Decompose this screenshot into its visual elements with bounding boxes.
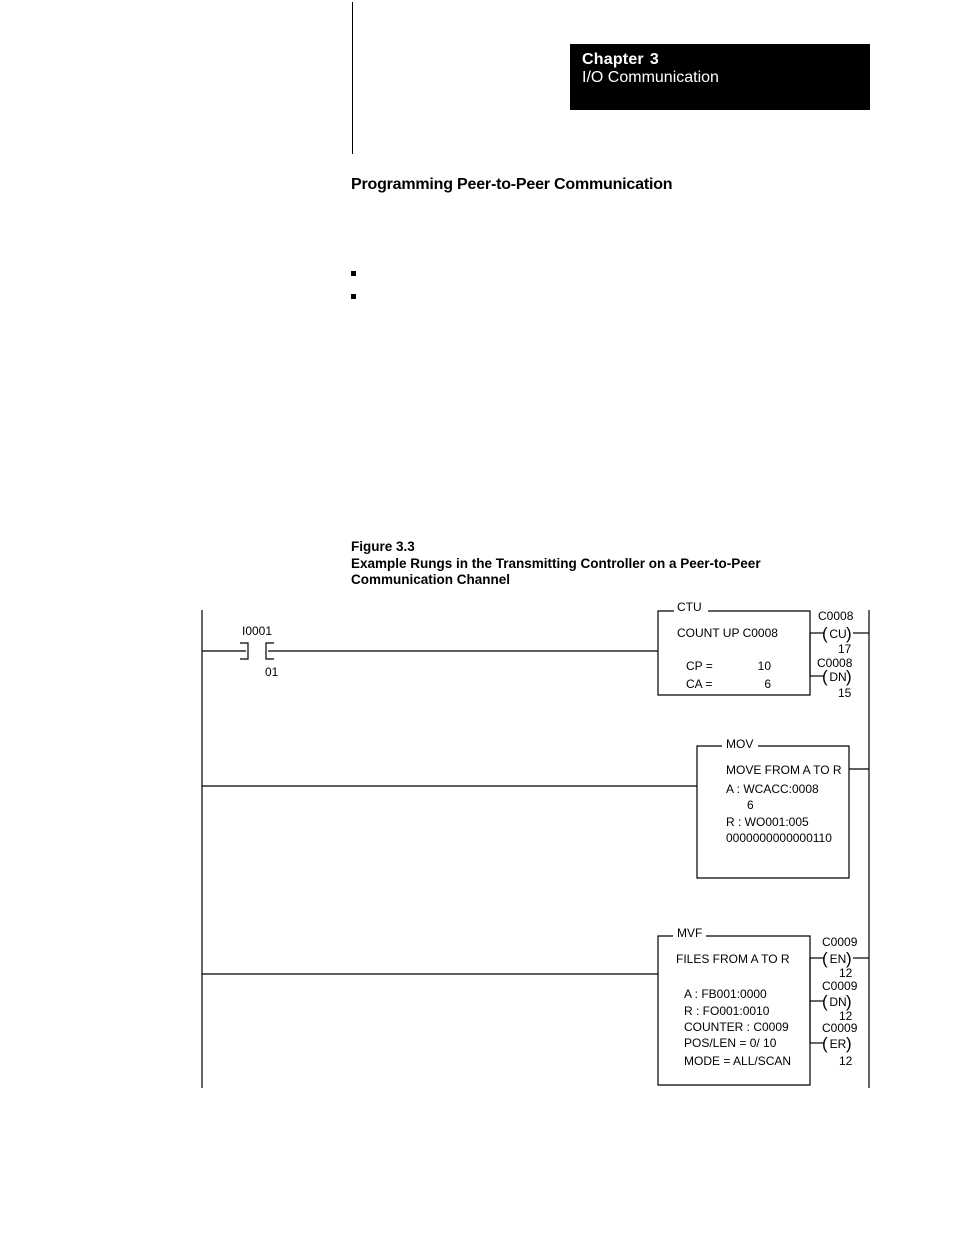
coil-right-paren: ): [846, 949, 852, 968]
mvf-block-title: FILES FROM A TO R: [676, 952, 790, 966]
ctu-cp-label: CP =: [686, 659, 713, 673]
mvf-block-type: MVF: [677, 926, 703, 940]
coil-left-paren: (: [822, 1034, 828, 1053]
coil-bit: 12: [839, 966, 853, 980]
coil-bit: 17: [838, 642, 852, 656]
ctu-ca-value: 6: [764, 677, 771, 691]
coil-left-paren: (: [822, 667, 828, 686]
mov-r-value: 0000000000000110: [726, 831, 832, 845]
mov-r-operand: R : WO001:005: [726, 815, 809, 829]
mov-a-value: 6: [747, 798, 754, 812]
mvf-a-operand: A : FB001:0000: [684, 987, 767, 1001]
coil-label: DN: [829, 995, 847, 1009]
mvf-r-operand: R : FO001:0010: [684, 1004, 770, 1018]
contact-bit: 01: [265, 665, 279, 679]
figure-caption-line2: Communication Channel: [351, 572, 511, 587]
coil-label: CU: [829, 627, 847, 641]
coil-left-paren: (: [822, 624, 828, 643]
coil-right-paren: ): [846, 1034, 852, 1053]
mvf-counter: COUNTER : C0009: [684, 1020, 789, 1034]
ctu-cp-value: 10: [757, 659, 771, 673]
ctu-block: [658, 611, 810, 695]
contact-address: I0001: [242, 624, 273, 638]
coil-label: EN: [829, 952, 847, 966]
chapter-label: Chapter 3: [582, 51, 659, 68]
section-title: Programming Peer-to-Peer Communication: [351, 176, 673, 193]
coil-address: C0008: [818, 609, 854, 623]
ctu-block-type: CTU: [677, 600, 702, 614]
coil-bit: 12: [839, 1009, 853, 1023]
coil-bit: 15: [838, 686, 852, 700]
coil-address: C0009: [822, 1021, 858, 1035]
coil-address: C0009: [822, 979, 858, 993]
figure-caption-line1: Example Rungs in the Transmitting Controller on a Peer-to-Peer: [351, 555, 761, 571]
mov-block-type: MOV: [726, 737, 754, 751]
mov-a-operand: A : WCACC:0008: [726, 782, 819, 796]
coil-label: ER: [829, 1037, 847, 1051]
mov-block-title: MOVE FROM A TO R: [726, 763, 842, 777]
coil-bit: 12: [839, 1054, 853, 1068]
coil-left-paren: (: [822, 992, 828, 1011]
coil-address: C0008: [817, 656, 853, 670]
ctu-block-title: COUNT UP C0008: [677, 626, 778, 640]
coil-right-paren: ): [846, 624, 852, 643]
mvf-mode: MODE = ALL/SCAN: [684, 1054, 792, 1068]
figure-number: Figure 3.3: [351, 539, 415, 554]
chapter-number: 3: [649, 51, 659, 68]
mvf-pos-len: POS/LEN = 0/ 10: [684, 1036, 777, 1050]
coil-address: C0009: [822, 935, 858, 949]
coil-right-paren: ): [846, 667, 852, 686]
coil-label: DN: [829, 670, 847, 684]
chapter-title: I/O Communication: [582, 69, 719, 86]
coil-right-paren: ): [846, 992, 852, 1011]
ctu-ca-label: CA =: [686, 677, 713, 691]
coil-left-paren: (: [822, 949, 828, 968]
